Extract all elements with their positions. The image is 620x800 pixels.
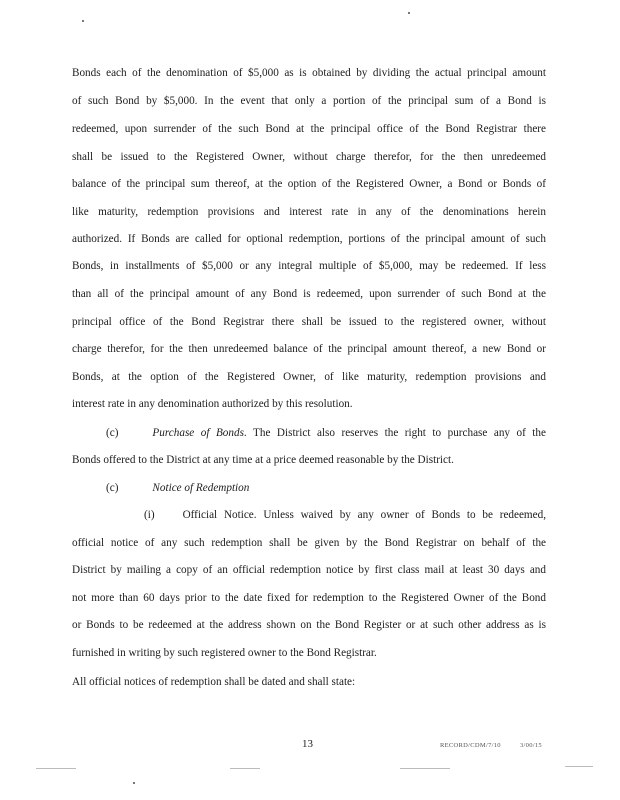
footer-reference: RECORD/CDM/7/10 <box>440 742 501 749</box>
section-heading: Notice of Redemption <box>152 482 250 494</box>
scan-speck <box>565 766 593 767</box>
scan-speck <box>36 768 76 769</box>
scan-speck <box>82 20 84 22</box>
section-heading: Purchase of Bonds <box>152 427 244 439</box>
paragraph-line: principal office of the Bond Registrar there shall be issued to the registered owner, without <box>72 316 546 328</box>
purchase-of-bonds-line <box>106 426 546 440</box>
paragraph-line: furnished in writing by such registered owner to the Bond Registrar. <box>72 647 377 659</box>
paragraph-line: Bonds, at the option of the Registered Owner, of like maturity, redemption provisions and <box>72 371 546 383</box>
footer-date: 3/00/15 <box>520 742 542 749</box>
paragraph-line: authorized. If Bonds are called for optional redemption, portions of the principal amount of such <box>72 233 546 245</box>
scan-speck <box>133 782 135 784</box>
subsection-text: Official Notice. Unless waived by any owner of Bonds to be redeemed, <box>182 509 546 521</box>
page-number: 13 <box>302 738 313 750</box>
paragraph-line: balance of the principal sum thereof, at the option of the Registered Owner, a Bond or Bonds of <box>72 178 546 190</box>
section-label: (c) <box>106 427 119 439</box>
paragraph-line: not more than 60 days prior to the date fixed for redemption to the Registered Owner of the Bond <box>72 592 546 604</box>
paragraph-line: Bonds, in installments of $5,000 or any integral multiple of $5,000, may be redeemed. If less <box>72 260 546 272</box>
paragraph-line: charge therefor, for the then unredeemed balance of the principal amount thereof, a new Bond or <box>72 343 546 355</box>
paragraph-line: Bonds offered to the District at any time at a price deemed reasonable by the District. <box>72 454 454 466</box>
scan-speck <box>400 768 450 769</box>
paragraph-line: All official notices of redemption shall be dated and shall state: <box>72 676 356 688</box>
official-notice-line <box>144 508 546 522</box>
paragraph-line: of such Bond by $5,000. In the event that only a portion of the principal sum of a Bond is <box>72 95 546 107</box>
paragraph-line: Bonds each of the denomination of $5,000 as is obtained by dividing the actual principal amount <box>72 67 546 79</box>
paragraph-line: redeemed, upon surrender of the such Bond at the principal office of the Bond Registrar there <box>72 123 546 135</box>
paragraph-line: District by mailing a copy of an official redemption notice by first class mail at least 30 days and <box>72 564 546 576</box>
subsection-label: (i) <box>144 509 155 521</box>
scan-speck <box>230 768 260 769</box>
section-label: (c) <box>106 482 119 494</box>
paragraph-line: than all of the principal amount of any Bond is redeemed, upon surrender of such Bond at the <box>72 288 546 300</box>
section-text: . The District also reserves the right to purchase any of the <box>243 427 546 439</box>
paragraph-line: or Bonds to be redeemed at the address shown on the Bond Register or at such other address as is <box>72 619 546 631</box>
paragraph-line: shall be issued to the Registered Owner, without charge therefor, for the then unredeemed <box>72 151 546 163</box>
paragraph-line: like maturity, redemption provisions and interest rate in any of the denominations herein <box>72 206 546 218</box>
paragraph-line: interest rate in any denomination authorized by this resolution. <box>72 398 353 410</box>
notice-of-redemption-heading <box>106 481 546 495</box>
paragraph-line: official notice of any such redemption shall be given by the Bond Registrar on behalf of the <box>72 537 546 549</box>
scan-speck <box>408 12 410 14</box>
